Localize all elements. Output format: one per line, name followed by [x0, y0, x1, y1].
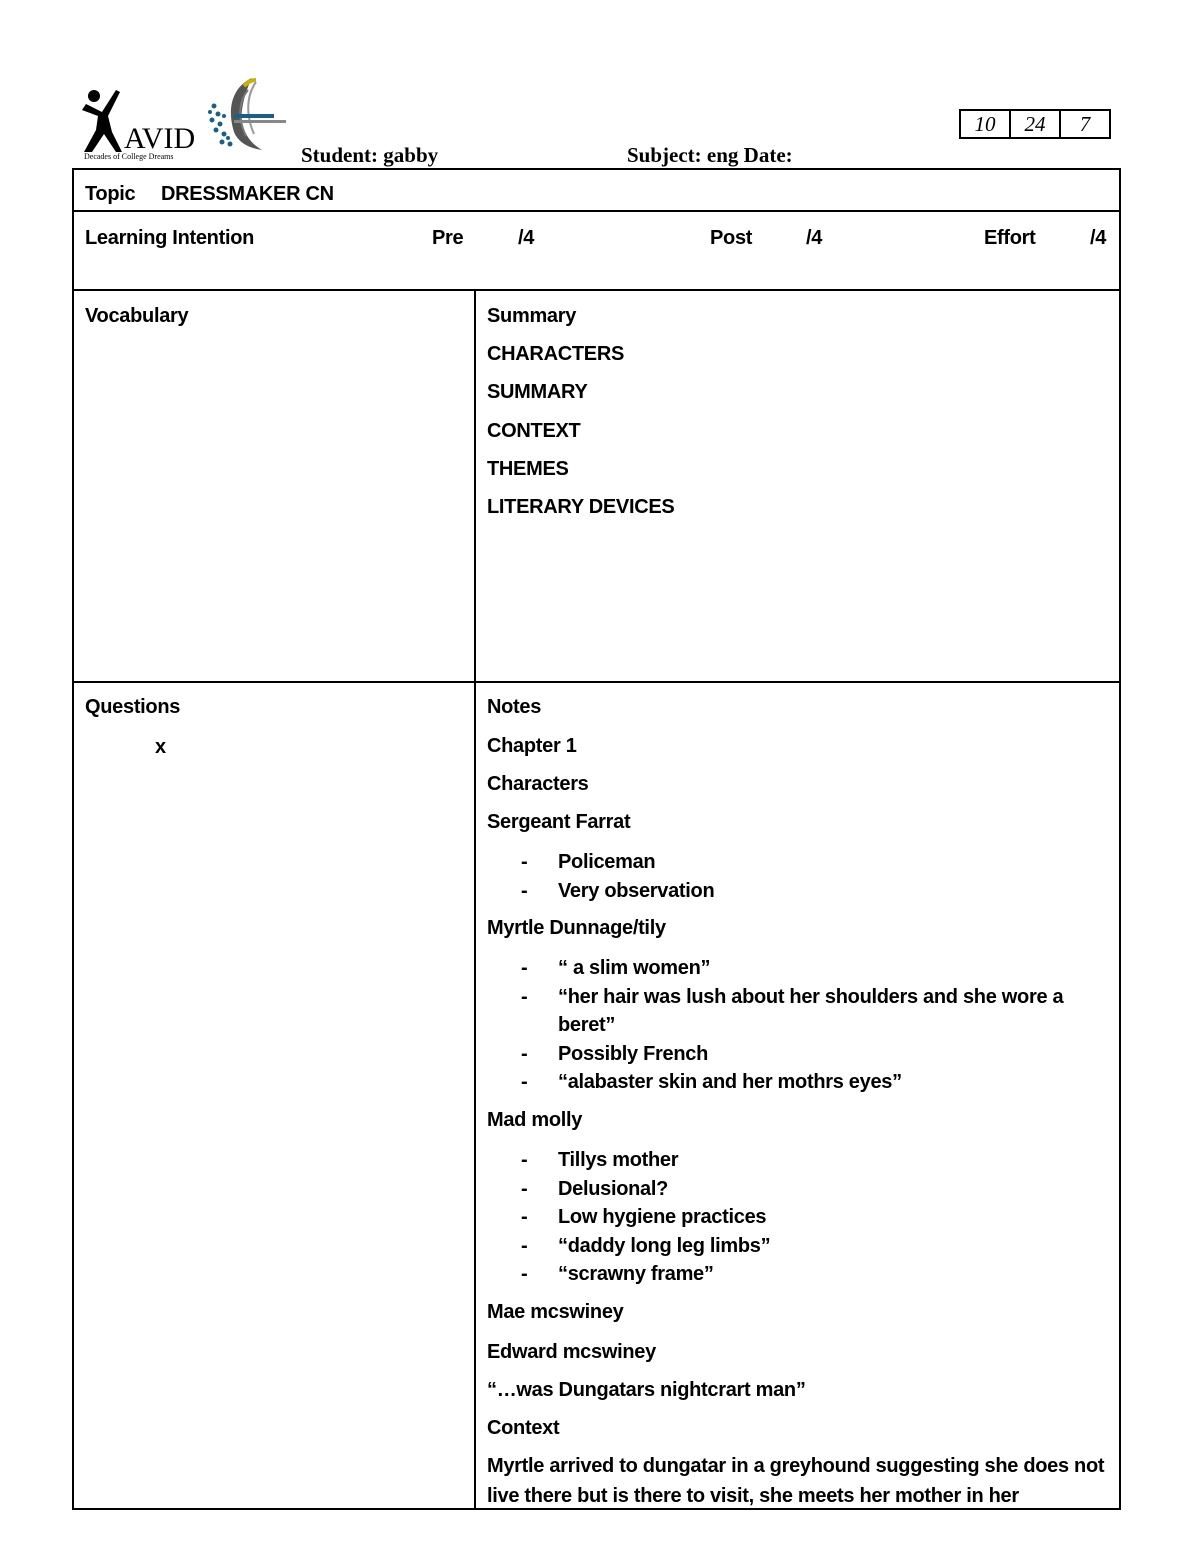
avid-logo	[82, 82, 212, 164]
character-name: Edward mcswiney	[487, 1341, 656, 1363]
summary-item: LITERARY DEVICES	[487, 496, 675, 518]
character-name: Sergeant Farrat	[487, 811, 631, 833]
subject-date-label: Subject: eng Date:	[627, 143, 793, 167]
questions-label: Questions	[85, 696, 181, 718]
list-item: - “alabaster skin and her mothrs eyes”	[519, 1068, 1093, 1097]
victoria-university-logo	[204, 76, 304, 156]
character-name: Mae mcswiney	[487, 1301, 624, 1323]
summary-item: SUMMARY	[487, 381, 588, 403]
post-score: /4	[806, 227, 823, 249]
list-item: - Delusional?	[519, 1175, 1093, 1204]
context-heading: Context	[487, 1417, 560, 1439]
pre-label: Pre	[432, 227, 464, 249]
list-item: - Possibly French	[519, 1040, 1093, 1069]
avid-wordmark: AVID	[124, 122, 196, 155]
character-name: Mad molly	[487, 1109, 583, 1131]
date-month: 24	[1011, 111, 1061, 137]
divider	[72, 210, 1121, 212]
post-label: Post	[710, 227, 753, 249]
vocabulary-label: Vocabulary	[85, 305, 189, 327]
divider	[72, 289, 1121, 291]
pre-score: /4	[518, 227, 535, 249]
topic-label: Topic	[85, 183, 136, 205]
character-name: Myrtle Dunnage/tily	[487, 917, 666, 939]
list-item: - “daddy long leg limbs”	[519, 1232, 1093, 1261]
molly-notes-list	[519, 1146, 1093, 1289]
myrtle-notes-list	[519, 954, 1093, 1097]
summary-item: CONTEXT	[487, 420, 581, 442]
avid-tagline: Decades of College Dreams	[84, 152, 174, 161]
column-divider	[474, 289, 476, 1510]
date-day: 10	[961, 111, 1011, 137]
list-item: - Very observation	[519, 877, 1093, 906]
question-item: x	[155, 736, 166, 758]
context-paragraph: Myrtle arrived to dungatar in a greyhound suggesting she does not live there but is there to visit, she meets her mother in her	[487, 1455, 1105, 1507]
list-item: - Low hygiene practices	[519, 1203, 1093, 1232]
list-item: - “her hair was lush about her shoulders and she wore a beret”	[519, 983, 1093, 1040]
summary-item: THEMES	[487, 458, 569, 480]
date-year: 7	[1079, 112, 1091, 136]
list-item: - “scrawny frame”	[519, 1260, 1093, 1289]
notes-label: Notes	[487, 696, 542, 718]
topic-value: DRESSMAKER CN	[161, 183, 334, 205]
effort-label: Effort	[984, 227, 1036, 249]
chapter-heading: Chapter 1	[487, 735, 577, 757]
effort-score: /4	[1090, 227, 1107, 249]
list-item: - Tillys mother	[519, 1146, 1093, 1175]
jumping-figure-icon	[82, 82, 128, 154]
date-box	[959, 109, 1111, 139]
summary-label: Summary	[487, 305, 577, 327]
characters-heading: Characters	[487, 773, 589, 795]
student-name: Student: gabby	[301, 143, 439, 167]
list-item: - “ a slim women”	[519, 954, 1093, 983]
divider	[72, 681, 1121, 683]
quote: “…was Dungatars nightcrart man”	[487, 1379, 806, 1401]
learning-intention-label: Learning Intention	[85, 227, 255, 249]
farrat-notes-list	[519, 848, 1093, 905]
summary-item: CHARACTERS	[487, 343, 625, 365]
list-item: - Policeman	[519, 848, 1093, 877]
